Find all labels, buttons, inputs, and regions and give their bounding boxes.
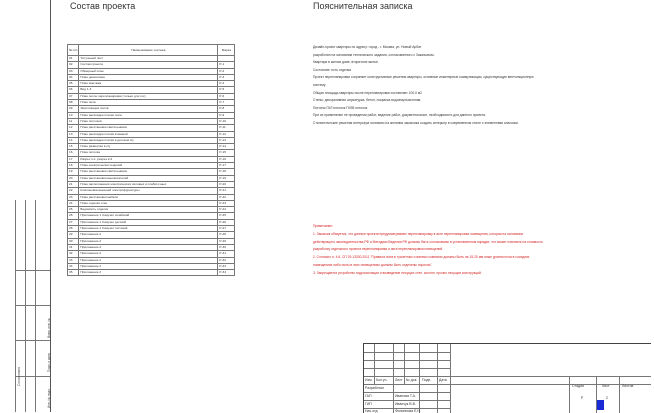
row-name: План расстановки мебели	[79, 194, 218, 200]
row-number: 14	[68, 137, 79, 143]
strip-label-inventory: Инв. № подл.	[47, 388, 51, 408]
tb-role-gip: ГИП	[365, 402, 372, 406]
row-name: План демонтажа	[79, 74, 218, 80]
strip-line	[35, 200, 36, 412]
row-name: Компоновка внешней электрофурнитуры	[79, 188, 218, 194]
row-mark: Р-18	[218, 169, 235, 175]
row-number: 12	[68, 125, 79, 131]
row-mark: Р-33	[218, 263, 235, 269]
row-number: 32	[68, 251, 79, 257]
row-mark: Р-6	[218, 93, 235, 99]
row-number: 33	[68, 257, 79, 263]
row-number: 25	[68, 207, 79, 213]
row-mark: Р-24	[218, 207, 235, 213]
row-number: 08	[68, 100, 79, 106]
tb-name-gap: Иванова Т.А.	[395, 394, 416, 398]
row-name: Приложение 2	[79, 251, 218, 257]
strip-line	[15, 305, 50, 306]
row-name: План монтажа	[79, 81, 218, 87]
row-name: Экспликация полов	[79, 106, 218, 112]
tb-header-doc: № док.	[406, 378, 418, 382]
row-mark: Р-5	[218, 87, 235, 93]
row-number: 28	[68, 226, 79, 232]
tb-header-change: Изм.	[365, 378, 373, 382]
tb-header-sheet: Лист	[395, 378, 403, 382]
strip-label-signature: Подп. и дата	[47, 353, 51, 372]
row-mark: Р-28	[218, 232, 235, 238]
note-item: 1. Заказчик обязуется, что данные проекта предусматривают перепланировку в акте перепланировки помещения, которая на основании	[313, 231, 524, 236]
row-mark: Р-2	[218, 68, 235, 74]
row-name: Приложение 2	[79, 270, 218, 276]
row-name: План расстановки светильников	[79, 125, 218, 131]
row-mark: Р-11	[218, 125, 235, 131]
tb-line	[374, 344, 375, 384]
company-logo-mark	[597, 400, 604, 410]
row-number: 04	[68, 74, 79, 80]
row-name: План раскладки плитки в детском с/у	[79, 137, 218, 143]
row-mark: Р-13	[218, 137, 235, 143]
row-name: План электрических изделий	[79, 163, 218, 169]
row-mark: Р-17	[218, 163, 235, 169]
row-number: 02	[68, 62, 79, 68]
note-paragraph: разработан на основании технического задания, согласованного с Заказчиком.	[313, 52, 435, 57]
note-paragraph: Потолок ГКЛ потолок ГКЛВ потолок	[313, 105, 368, 110]
notes-heading: Примечание:	[313, 224, 333, 228]
row-mark: Р-4	[218, 81, 235, 87]
row-number: 13	[68, 131, 79, 137]
row-mark: Р-34	[218, 270, 235, 276]
header-mark: Марка	[218, 45, 235, 56]
note-paragraph: Стилистические решения интерьера основано на желании заказчика создать интерьер в современном стиле с элементами классики.	[313, 120, 519, 125]
note-item: разработку отдельного проекта перепланировки и акта перепланировки помещений.	[313, 247, 444, 252]
tb-stage-label: Стадия	[572, 384, 584, 388]
tb-line	[450, 344, 451, 413]
tb-name-head: Филиппова Е.Н.	[395, 409, 421, 413]
strip-line	[15, 270, 50, 271]
note-paragraph: Стены: декоративная штукатурка, бетон, покраска водоэмульсионная.	[313, 98, 422, 103]
row-number: 23	[68, 194, 79, 200]
row-mark: Р-32	[218, 257, 235, 263]
note-paragraph: Проект перепланировки сохраняет конструктивные решения квартиры, основные инженерные коммуникации, существующую вентиляционную	[313, 75, 534, 80]
row-name: Титульный лист	[79, 56, 218, 62]
row-number: 20	[68, 175, 79, 181]
strip-line	[15, 200, 16, 412]
row-mark: Р-22	[218, 194, 235, 200]
note-item: 2. Согласно п. 4.6. СП 29.13330.2011 "Правила пола в туалетных и ванных комнатах должны быть на 15-20 мм ниже уровня пола в соседних	[313, 255, 530, 260]
margin-strip	[15, 200, 50, 412]
row-number: 17	[68, 156, 79, 162]
tb-sheet-value: 2	[606, 396, 608, 400]
row-mark: Р-19	[218, 175, 235, 181]
row-number: 34	[68, 263, 79, 269]
tb-stage-value: Р	[581, 396, 584, 400]
header-number: № п/п	[68, 45, 79, 56]
row-number: 03	[68, 68, 79, 74]
row-mark: Р-12	[218, 131, 235, 137]
explanatory-note	[313, 44, 643, 128]
row-mark: Р-27	[218, 226, 235, 232]
row-name: Приложение 1 Санузел детский	[79, 219, 218, 225]
row-number: 05	[68, 81, 79, 87]
notes-block	[313, 223, 643, 278]
row-name: План расстановки выключателей	[79, 175, 218, 181]
row-number: 11	[68, 118, 79, 124]
contents-table	[67, 44, 235, 276]
row-name: План пола	[79, 100, 218, 106]
note-paragraph: систему.	[313, 82, 326, 87]
row-mark: Р-7	[218, 100, 235, 106]
row-mark: Р-10	[218, 118, 235, 124]
row-number: 21	[68, 181, 79, 187]
tb-role-head: Нач.отд	[365, 409, 378, 413]
row-mark: Р-15	[218, 150, 235, 156]
title-block	[363, 343, 651, 413]
row-name: Приложение 2	[79, 244, 218, 250]
row-number: 01	[68, 56, 79, 62]
row-number: 09	[68, 106, 79, 112]
row-name: План расположения электрических силовых и слаботочных	[79, 181, 218, 187]
note-paragraph: При их применение не проведении работ, ведение работ, документальное, необходимость для данного проекта.	[313, 113, 486, 118]
row-mark: Р-29	[218, 238, 235, 244]
row-name: Разрез 1-1, разрез 2-2	[79, 156, 218, 162]
row-name: План потолков	[79, 118, 218, 124]
row-mark: Р-25	[218, 213, 235, 219]
row-name: План потолка	[79, 150, 218, 156]
row-mark: Р-9	[218, 112, 235, 118]
row-mark: Р-1	[218, 62, 235, 68]
row-name: План раскладки плитки пола	[79, 112, 218, 118]
row-name: План отделки стен	[79, 200, 218, 206]
tb-line	[419, 344, 420, 413]
row-number: 29	[68, 232, 79, 238]
row-name: Состав проекта	[79, 62, 218, 68]
row-mark: Р-31	[218, 251, 235, 257]
tb-role-gap: ГАП	[365, 394, 372, 398]
tb-line	[393, 344, 394, 413]
tb-line	[404, 344, 405, 384]
row-name: Приложение 1 Санузел хозяйский	[79, 213, 218, 219]
header-name: Наименование чертежа	[79, 45, 218, 56]
note-item: помещениях либо полы в этих помещениях должны быть отделены порогом".	[313, 262, 433, 267]
note-paragraph: Дизайн-проект квартиры по адресу: город - г. Москва, ул. Новый Арбат	[313, 45, 422, 49]
row-name: План развертки в с/у	[79, 144, 218, 150]
row-number: 27	[68, 219, 79, 225]
tb-line	[619, 376, 620, 413]
row-number: 24	[68, 200, 79, 206]
note-item: 3. Запрещается устройство гидроизоляции и возведение несущих стен, колонн, прочих несущих конструкций.	[313, 270, 482, 275]
project-contents-title: Состав проекта	[70, 1, 136, 11]
tb-role-developer: Разработал	[365, 386, 385, 390]
row-name: Приложение 2	[79, 257, 218, 263]
note-item: действующего законодательства РФ и Методики Ведения РФ должны быть согласованы в установленном порядке, что может повлиять на стоимость	[313, 239, 543, 244]
strip-line	[25, 200, 26, 412]
row-name: Ведомость отделки	[79, 207, 218, 213]
row-number: 16	[68, 150, 79, 156]
row-mark: Р-21	[218, 188, 235, 194]
row-mark: Р-26	[218, 219, 235, 225]
row-number: 30	[68, 238, 79, 244]
row-mark: Р-14	[218, 144, 235, 150]
row-name: Приложение 1 Санузел гостевой	[79, 226, 218, 232]
row-name: Приложение 2	[79, 238, 218, 244]
tb-line	[437, 344, 438, 413]
explanatory-note-title: Пояснительная записка	[313, 1, 413, 11]
row-number: 19	[68, 169, 79, 175]
strip-line	[15, 340, 50, 341]
row-name: Обмерный план	[79, 68, 218, 74]
tb-header-count: Кол.уч.	[376, 378, 388, 382]
tb-line	[569, 376, 570, 413]
row-name: Приложение 2	[79, 232, 218, 238]
row-number: 06	[68, 87, 79, 93]
row-name: План расстановки светильников	[79, 169, 218, 175]
note-paragraph: Квартира в жилом доме, вторичное жилье.	[313, 60, 379, 65]
row-number: 26	[68, 213, 79, 219]
tb-sheets-label: Листов	[622, 384, 634, 388]
tb-name-gip: Иванчук В.В.	[395, 402, 416, 406]
row-mark: Р-16	[218, 156, 235, 162]
row-number: 35	[68, 270, 79, 276]
row-number: 07	[68, 93, 79, 99]
row-mark: Р-20	[218, 181, 235, 187]
row-number: 15	[68, 144, 79, 150]
strip-label-replace: Взам. инв. №	[47, 318, 51, 338]
row-number: 22	[68, 188, 79, 194]
row-mark: Р-3	[218, 74, 235, 80]
tb-header-date: Дата	[439, 378, 447, 382]
row-name: Приложение 2	[79, 263, 218, 269]
row-number: 10	[68, 112, 79, 118]
contents-header-row	[68, 45, 235, 56]
row-name: Вид 1-3	[79, 87, 218, 93]
row-mark: Р-8	[218, 106, 235, 112]
row-name: План после перепланировки (только для гос)	[79, 93, 218, 99]
tb-line	[364, 376, 651, 377]
row-mark: Р-23	[218, 200, 235, 206]
tb-sheet-label: Лист	[602, 384, 610, 388]
row-mark: Р-30	[218, 244, 235, 250]
strip-label-agreed: Согласовано	[17, 366, 21, 386]
row-name: План раскладки плитки в ванной	[79, 131, 218, 137]
note-paragraph: Состояние: есть отделка	[313, 67, 351, 72]
table-row	[68, 270, 235, 276]
tb-header-signature: Подп.	[422, 378, 432, 382]
row-number: 31	[68, 244, 79, 250]
row-number: 18	[68, 163, 79, 169]
note-paragraph: Общая площадь квартиры после перепланировки составляет 100,0 м2	[313, 90, 422, 95]
